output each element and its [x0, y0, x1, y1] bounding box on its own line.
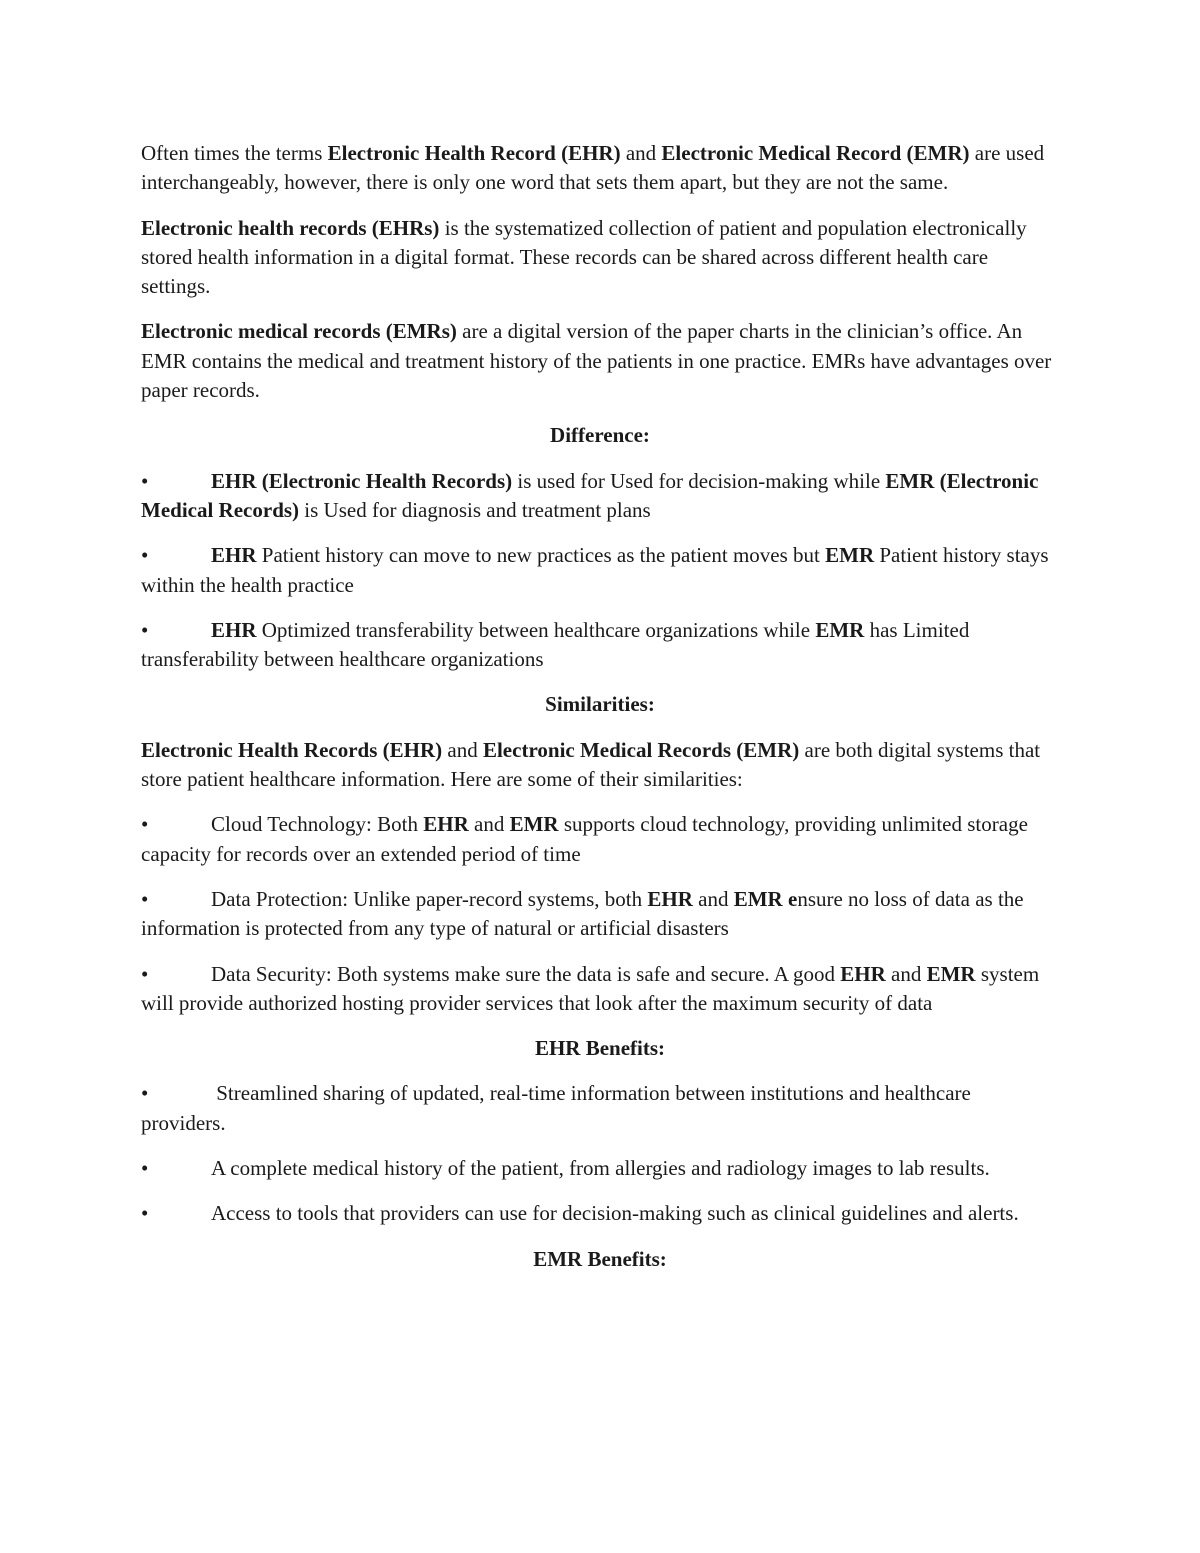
item-text: Cloud Technology: Both: [211, 812, 424, 837]
item-text: supports cloud technology, providing unlimited storage capacity for records over an extended period of time: [141, 812, 1028, 866]
ehr-benefit-item: [141, 1199, 1059, 1228]
bold-term: EHR (Electronic Health Records): [211, 468, 513, 493]
bold-term: Electronic Medical Records (EMR): [482, 737, 800, 762]
ehr-definition-paragraph: [141, 214, 1059, 302]
item-text: and: [692, 886, 734, 911]
difference-heading: Difference:: [550, 423, 650, 448]
bullet-icon: •: [141, 1156, 149, 1181]
item-text: Patient history can move to new practices as the patient moves but: [256, 543, 826, 568]
term-emrs: Electronic medical records (EMRs): [141, 319, 457, 344]
term-ehrs: Electronic health records (EHRs): [141, 215, 440, 240]
item-text: and: [468, 812, 510, 837]
bold-term: EHR: [423, 812, 469, 837]
item-text: Patient history stays within the health practice: [141, 543, 1049, 597]
bullet-icon: •: [141, 1081, 149, 1106]
bold-term: EHR: [840, 961, 886, 986]
bullet-icon: •: [141, 812, 149, 837]
bold-term: EMR: [825, 543, 875, 568]
intro-text: and: [620, 141, 662, 165]
bold-term: EMR (Electronic Medical Records): [141, 468, 1039, 522]
bold-term: EMR: [926, 961, 976, 986]
intro-text: are used interchangeably, however, there is only one word that sets them apart, but they are not the same.: [141, 141, 1045, 195]
difference-item: [141, 616, 1059, 675]
definition-text: are a digital version of the paper charts in the clinician’s office. An EMR contains the medical and treatment history of the patients in one practice. EMRs have advantages over paper records.: [141, 319, 1052, 403]
definition-text: is the systematized collection of patient and population electronically stored health information in a digital format. These records can be shared across different health care settings.: [141, 215, 1027, 299]
difference-item: [141, 541, 1059, 600]
similarities-intro-paragraph: [141, 736, 1059, 795]
bullet-icon: •: [141, 543, 149, 568]
ehr-benefit-item: [141, 1154, 1059, 1183]
item-text: Optimized transferability between healthcare organizations while: [256, 617, 816, 642]
similarity-item: [141, 960, 1059, 1019]
item-text: nsure no loss of data as the information is protected from any type of natural or artificial disasters: [141, 886, 1024, 941]
item-text: is Used for diagnosis and treatment plans: [299, 497, 651, 522]
difference-item: [141, 467, 1059, 526]
item-text: Streamlined sharing of updated, real-time information between institutions and healthcare providers.: [141, 1081, 971, 1135]
ehr-benefit-item: [141, 1079, 1059, 1138]
similarity-item: [141, 810, 1059, 869]
emr-definition-paragraph: [141, 317, 1059, 405]
bold-term: EMR: [509, 812, 559, 837]
term-emr: Electronic Medical Record (EMR): [661, 141, 970, 165]
item-text: Access to tools that providers can use for decision-making such as clinical guidelines and alerts.: [211, 1201, 1019, 1226]
item-text: and: [885, 961, 927, 986]
document-page: [141, 139, 1059, 1290]
bold-term: EHR: [647, 886, 693, 911]
emr-benefits-heading: EMR Benefits:: [533, 1246, 667, 1271]
term-ehr: Electronic Health Record (EHR): [327, 141, 621, 165]
item-text: Data Protection: Unlike paper-record systems, both: [211, 886, 648, 911]
bullet-icon: •: [141, 617, 149, 642]
bold-term: EHR: [211, 543, 257, 568]
bullet-icon: •: [141, 886, 149, 911]
bullet-icon: •: [141, 1201, 149, 1226]
bold-term: EHR: [211, 617, 257, 642]
item-text: has Limited transferability between healthcare organizations: [141, 617, 970, 672]
similarity-item: [141, 885, 1059, 944]
intro-paragraph: [141, 139, 1059, 198]
item-text: A complete medical history of the patient, from allergies and radiology images to lab results.: [211, 1156, 990, 1181]
item-text: system will provide authorized hosting provider services that look after the maximum security of data: [141, 961, 1040, 1015]
item-text: is used for Used for decision-making while: [512, 468, 886, 493]
intro-text: and: [442, 737, 483, 762]
intro-text: are both digital systems that store patient healthcare information. Here are some of their similarities:: [141, 737, 1041, 792]
intro-text: Often times the terms: [141, 141, 328, 165]
bold-term: EMR e: [733, 886, 798, 911]
bold-term: EMR: [815, 617, 865, 642]
ehr-benefits-heading: EHR Benefits:: [534, 1036, 666, 1061]
item-text: Data Security: Both systems make sure the data is safe and secure. A good: [211, 961, 841, 986]
bullet-icon: •: [141, 468, 149, 493]
similarities-heading: Similarities:: [545, 692, 655, 717]
bold-term: Electronic Health Records (EHR): [141, 737, 443, 762]
bullet-icon: •: [141, 961, 149, 986]
